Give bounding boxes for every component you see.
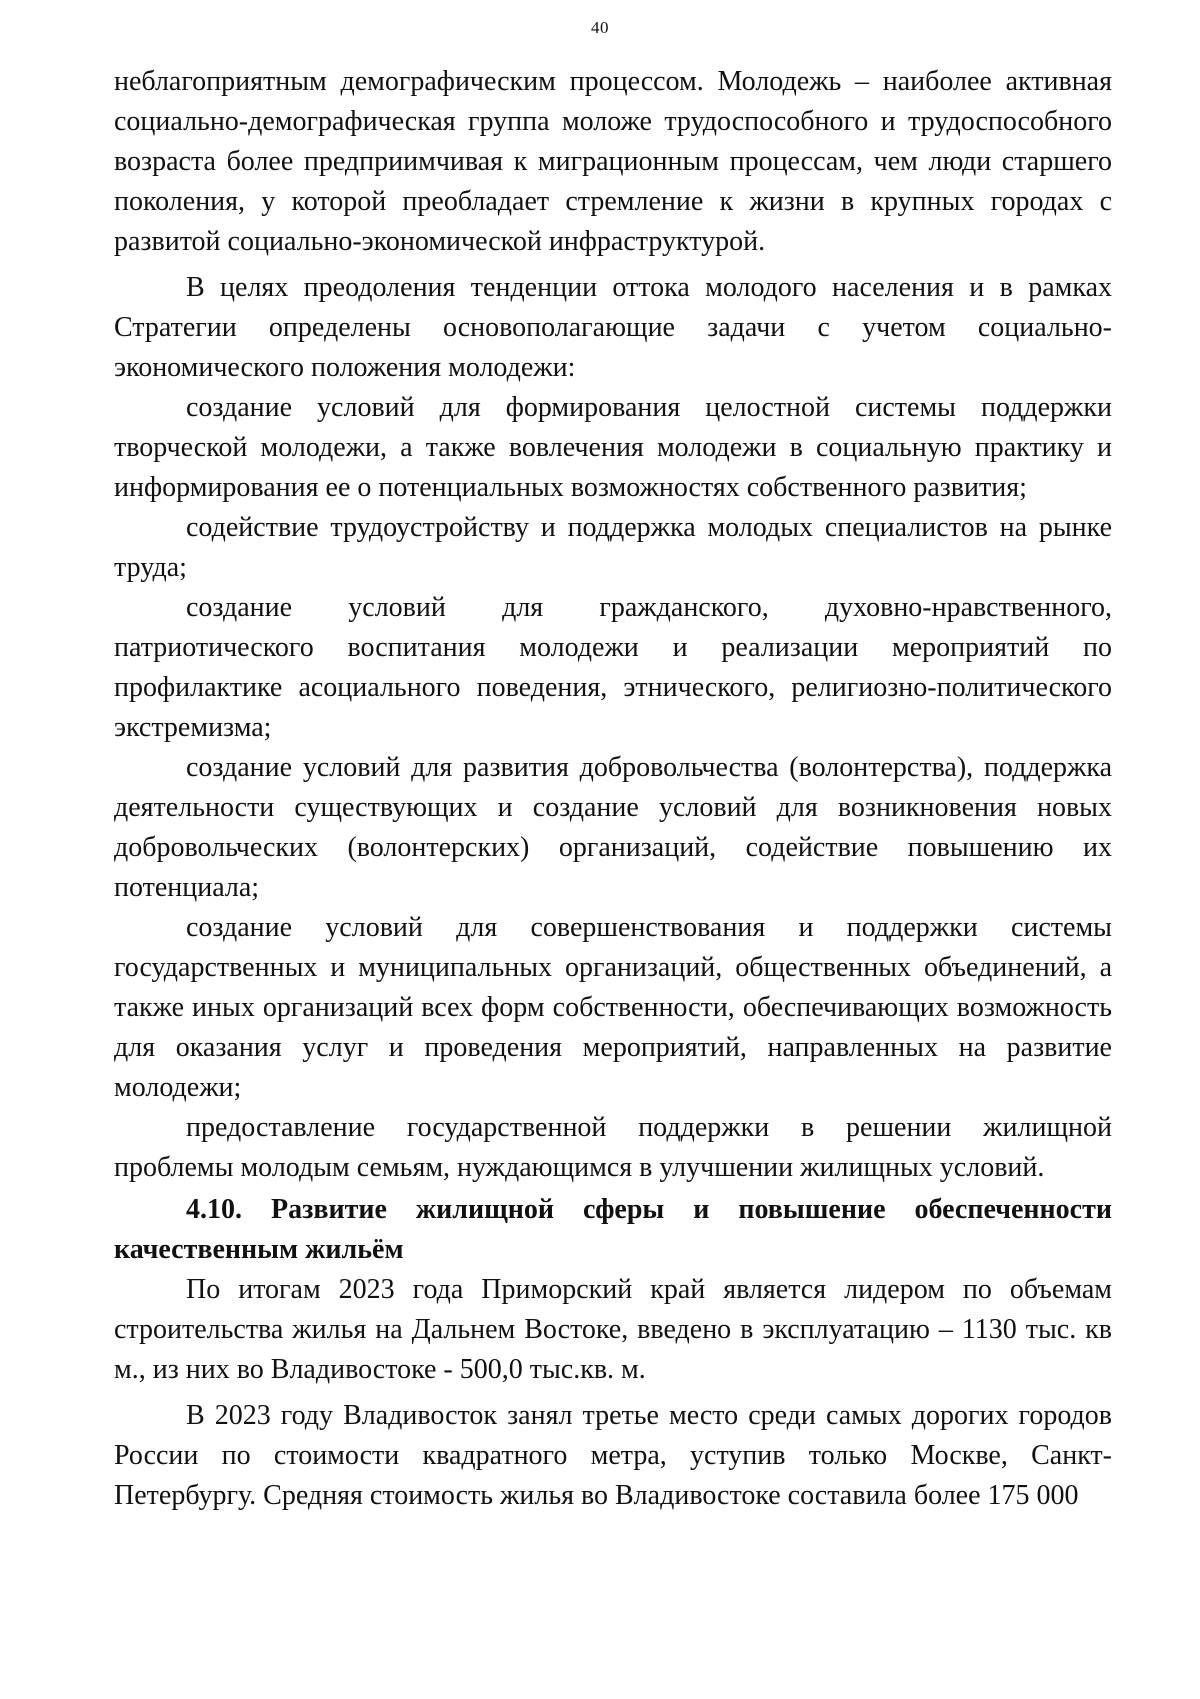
list-item-patriotic-education: создание условий для гражданского, духовно-нравственного, патриотического воспитания молодежи и реализации мероприятий по профилактике асоциального поведения, этнического, религиозно-политического экстремизма; (114, 592, 1112, 743)
list-item-employment: содействие трудоустройству и поддержка молодых специалистов на рынке труда; (114, 512, 1112, 583)
paragraph-strategy-goals: В целях преодоления тенденции оттока молодого населения и в рамках Стратегии определены основополагающие задачи с учетом социально-экономического положения молодежи: (114, 272, 1112, 383)
paragraph-housing-prices: В 2023 году Владивосток занял третье место среди самых дорогих городов России по стоимости квадратного метра, уступив только Москве, Санкт-Петербургу. Средняя стоимость жилья во Владивостоке составила более 175 000 (114, 1400, 1112, 1511)
document-body (114, 62, 1112, 1516)
list-item-organizations-support: создание условий для совершенствования и поддержки системы государственных и муниципальных организаций, общественных объединений, а также иных организаций всех форм собственности, обеспечивающих возможность для оказания услуг и проведения мероприятий, направленных на развитие молодежи; (114, 912, 1112, 1103)
list-item-housing-support: предоставление государственной поддержки в решении жилищной проблемы молодым семьям, нуждающимся в улучшении жилищных условий. (114, 1112, 1112, 1183)
page-number: 40 (591, 18, 609, 37)
list-item-volunteering: создание условий для развития добровольчества (волонтерства), поддержка деятельности существующих и создание условий для возникновения новых добровольческих (волонтерских) организаций, содействие повышению их потенциала; (114, 752, 1112, 903)
paragraph-housing-construction: По итогам 2023 года Приморский край является лидером по объемам строительства жилья на Дальнем Востоке, введено в эксплуатацию – 1130 тыс. кв м., из них во Владивостоке - 500,0 тыс.кв. м. (114, 1274, 1112, 1385)
list-item-creative-youth: создание условий для формирования целостной системы поддержки творческой молодежи, а также вовлечения молодежи в социальную практику и информирования ее о потенциальных возможностях собственного развития; (114, 392, 1112, 503)
paragraph-continuation: неблагоприятным демографическим процессом. Молодежь – наиболее активная социально-демографическая группа моложе трудоспособного и трудоспособного возраста более предприимчивая к миграционным процессам, чем люди старшего поколения, у которой преобладает стремление к жизни в крупных городах с развитой социально-экономической инфраструктурой. (114, 66, 1112, 257)
section-heading: 4.10. Развитие жилищной сферы и повышение обеспеченности качественным жильём (114, 1194, 1112, 1265)
